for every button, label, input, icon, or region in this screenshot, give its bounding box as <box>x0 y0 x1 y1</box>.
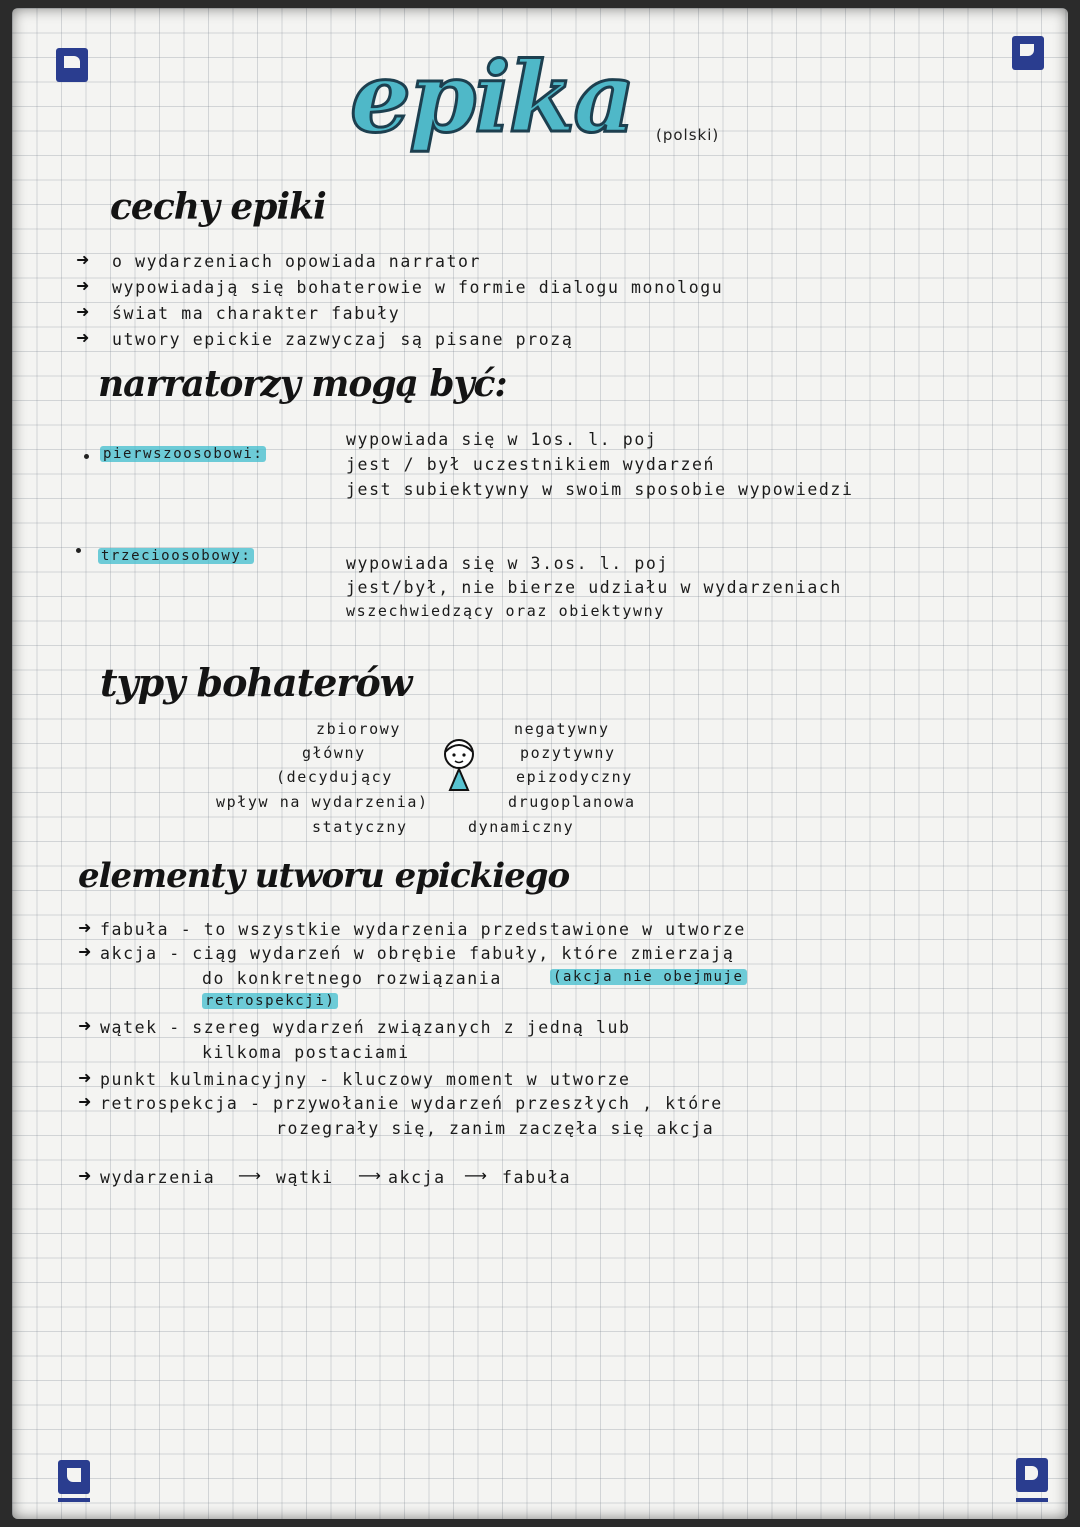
heading-elementy: elementy utworu epickiego <box>78 856 570 896</box>
bullet-arrow-icon: ➜ <box>78 1068 92 1087</box>
element-fabula: fabuła - to wszystkie wydarzenia przedstawione w utworze <box>100 920 746 939</box>
flow-step: akcja <box>388 1168 446 1187</box>
bullet-arrow-icon: ➜ <box>78 1016 92 1035</box>
flow-step: wydarzenia <box>100 1168 216 1187</box>
heading-cechy-epiki: cechy epiki <box>110 186 326 228</box>
hero-type-left: wpływ na wydarzenia) <box>216 793 429 811</box>
bullet-arrow-icon: ➜ <box>78 942 92 961</box>
corner-bar-bottom-left <box>58 1498 90 1502</box>
narrator-line: jest/był, nie bierze udziału w wydarzeniach <box>346 578 842 597</box>
bullet-arrow-icon: ➜ <box>76 250 90 269</box>
cechy-item: świat ma charakter fabuły <box>112 304 401 323</box>
hero-type-left: główny <box>302 744 366 762</box>
hero-type-left: statyczny <box>312 818 408 836</box>
element-punkt: punkt kulminacyjny - kluczowy moment w utworze <box>100 1070 631 1089</box>
bullet-arrow-icon: ➜ <box>76 302 90 321</box>
element-akcja-cont: do konkretnego rozwiązania <box>202 969 502 988</box>
notebook-page <box>12 8 1068 1519</box>
bullet-arrow-icon: ➜ <box>78 918 92 937</box>
narrator-type-label: trzecioosobowy: <box>98 548 254 564</box>
element-watek: wątek - szereg wydarzeń związanych z jedną lub <box>100 1018 631 1037</box>
cechy-item: utwory epickie zazwyczaj są pisane prozą <box>112 330 574 349</box>
hero-type-left: zbiorowy <box>316 720 402 738</box>
bullet-dot <box>84 454 89 459</box>
bullet-arrow-icon: ➜ <box>78 1166 92 1185</box>
heading-typy-bohaterow: typy bohaterów <box>100 660 412 705</box>
narrator-line: wypowiada się w 1os. l. poj <box>346 430 658 449</box>
element-retrospekcja-cont: rozegrały się, zanim zaczęła się akcja <box>276 1119 715 1138</box>
hero-type-right: drugoplanowa <box>508 793 636 811</box>
element-akcja: akcja - ciąg wydarzeń w obrębie fabuły, które zmierzają <box>100 944 735 963</box>
bullet-arrow-icon: ➜ <box>76 276 90 295</box>
hero-type-right: negatywny <box>514 720 610 738</box>
flow-arrow-icon: ⟶ <box>464 1166 487 1185</box>
hero-type-left: (decydujący <box>276 768 393 786</box>
corner-marker-top-right <box>1012 36 1044 70</box>
corner-marker-bottom-right <box>1016 1458 1048 1492</box>
bullet-arrow-icon: ➜ <box>76 328 90 347</box>
element-retrospekcja: retrospekcja - przywołanie wydarzeń przeszłych , które <box>100 1094 723 1113</box>
narrator-line: wypowiada się w 3.os. l. poj <box>346 554 669 573</box>
character-doodle-icon <box>436 738 482 798</box>
bullet-dot <box>76 548 81 553</box>
flow-step: fabuła <box>502 1168 572 1187</box>
narrator-type-label: pierwszoosobowi: <box>100 446 266 462</box>
bullet-arrow-icon: ➜ <box>78 1092 92 1111</box>
heading-narratorzy: narratorzy mogą być: <box>98 363 507 405</box>
corner-bar-bottom-right <box>1016 1498 1048 1502</box>
flow-step: wątki <box>276 1168 334 1187</box>
element-watek-cont: kilkoma postaciami <box>202 1043 410 1062</box>
cechy-item: o wydarzeniach opowiada narrator <box>112 252 482 271</box>
cechy-item: wypowiadają się bohaterowie w formie dialogu monologu <box>112 278 724 297</box>
corner-marker-top-left <box>56 48 88 82</box>
page-title: epika <box>350 41 634 154</box>
hero-type-right: dynamiczny <box>468 818 575 836</box>
element-akcja-note-cont: retrospekcji) <box>202 993 338 1009</box>
hero-type-right: epizodyczny <box>516 768 633 786</box>
narrator-line: jest / był uczestnikiem wydarzeń <box>346 455 716 474</box>
hero-type-right: pozytywny <box>520 744 616 762</box>
narrator-line: wszechwiedzący oraz obiektywny <box>346 602 665 620</box>
subject-label: (polski) <box>656 126 720 144</box>
flow-arrow-icon: ⟶ <box>358 1166 381 1185</box>
narrator-line: jest subiektywny w swoim sposobie wypowiedzi <box>346 480 854 499</box>
corner-marker-bottom-left <box>58 1460 90 1494</box>
element-akcja-note: (akcja nie obejmuje <box>550 969 747 985</box>
flow-arrow-icon: ⟶ <box>238 1166 261 1185</box>
